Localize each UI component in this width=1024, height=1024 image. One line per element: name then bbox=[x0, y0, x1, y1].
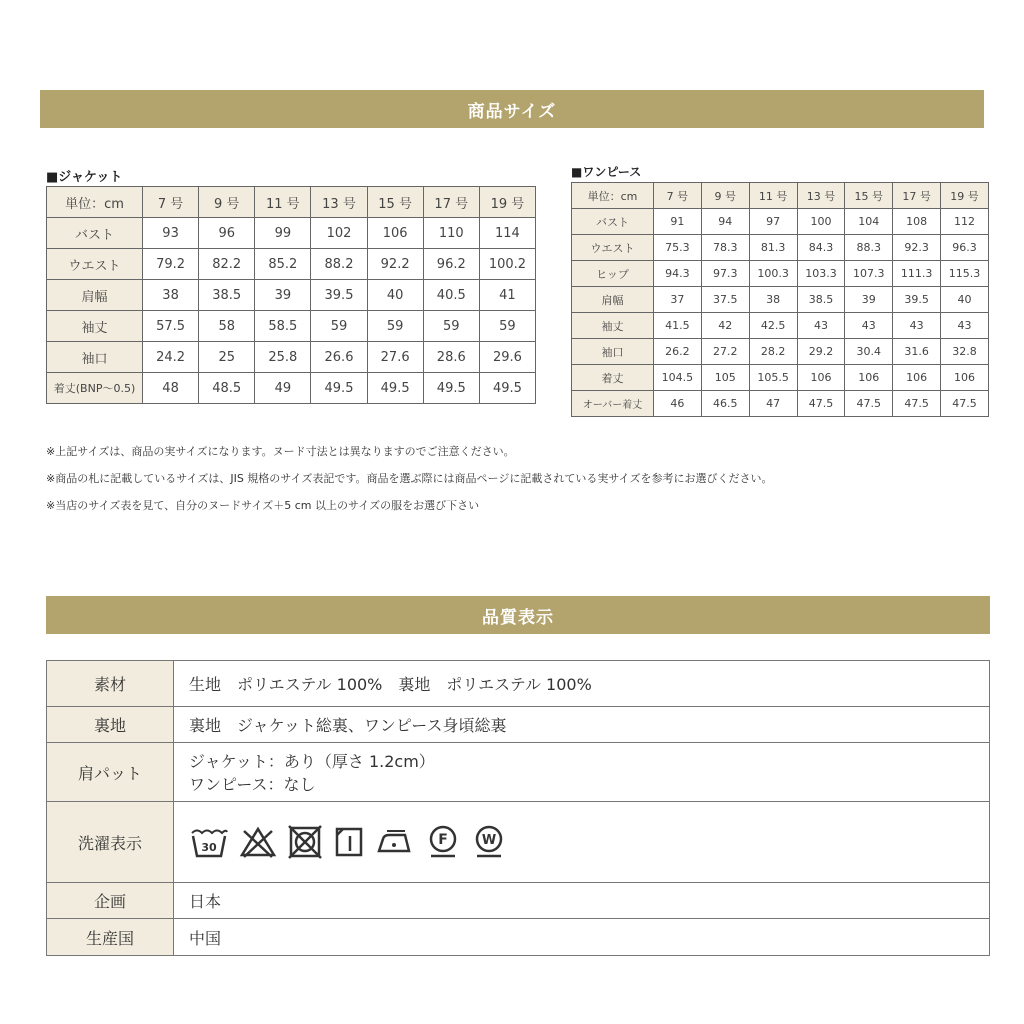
measure-value-cell: 102 bbox=[311, 218, 367, 249]
measure-value-cell: 100.2 bbox=[479, 249, 535, 280]
measure-value-cell: 88.3 bbox=[845, 235, 893, 261]
size-header-cell: 11 号 bbox=[255, 187, 311, 218]
measure-label-cell: 着丈(BNP～0.5) bbox=[47, 373, 143, 404]
measure-value-cell: 49.5 bbox=[423, 373, 479, 404]
measure-value-cell: 46 bbox=[654, 391, 702, 417]
wet-clean-w-icon bbox=[471, 825, 507, 859]
measure-value-cell: 28.6 bbox=[423, 342, 479, 373]
measure-value-cell: 47 bbox=[749, 391, 797, 417]
measure-value-cell: 37 bbox=[654, 287, 702, 313]
measure-value-cell: 106 bbox=[893, 365, 941, 391]
shoulder-pad-onepiece: ワンピース：なし bbox=[189, 775, 316, 794]
measure-value-cell: 85.2 bbox=[255, 249, 311, 280]
measure-value-cell: 93 bbox=[143, 218, 199, 249]
measure-value-cell: 40.5 bbox=[423, 280, 479, 311]
measure-value-cell: 96.2 bbox=[423, 249, 479, 280]
measure-value-cell: 38 bbox=[749, 287, 797, 313]
measure-label-cell: オーバー着丈 bbox=[572, 391, 654, 417]
measure-value-cell: 38 bbox=[143, 280, 199, 311]
measure-value-cell: 103.3 bbox=[797, 261, 845, 287]
jacket-table-row bbox=[47, 342, 536, 373]
measure-value-cell: 27.2 bbox=[701, 339, 749, 365]
measure-value-cell: 24.2 bbox=[143, 342, 199, 373]
measure-value-cell: 48 bbox=[143, 373, 199, 404]
jacket-table-row bbox=[47, 311, 536, 342]
dry-clean-letter: F bbox=[438, 832, 448, 848]
measure-value-cell: 100 bbox=[797, 209, 845, 235]
measure-value-cell: 47.5 bbox=[845, 391, 893, 417]
measure-value-cell: 107.3 bbox=[845, 261, 893, 287]
measure-value-cell: 59 bbox=[367, 311, 423, 342]
care-label: 洗濯表示 bbox=[47, 802, 174, 883]
measure-value-cell: 88.2 bbox=[311, 249, 367, 280]
planning-value: 日本 bbox=[174, 883, 990, 919]
measure-value-cell: 46.5 bbox=[701, 391, 749, 417]
onepiece-table-row bbox=[572, 365, 989, 391]
shoulder-pad-jacket: ジャケット：あり（厚さ 1.2cm） bbox=[189, 752, 435, 771]
size-header-cell: 9 号 bbox=[199, 187, 255, 218]
size-note-3: ※当店のサイズ表を見て、自分のヌードサイズ＋5 cm 以上のサイズの服をお選び下さい bbox=[46, 499, 480, 512]
measure-value-cell: 29.6 bbox=[479, 342, 535, 373]
measure-value-cell: 84.3 bbox=[797, 235, 845, 261]
measure-label-cell: ヒップ bbox=[572, 261, 654, 287]
measure-value-cell: 39 bbox=[255, 280, 311, 311]
measure-value-cell: 105.5 bbox=[749, 365, 797, 391]
size-header-cell: 7 号 bbox=[654, 183, 702, 209]
onepiece-table-row bbox=[572, 209, 989, 235]
measure-value-cell: 97 bbox=[749, 209, 797, 235]
measure-value-cell: 58.5 bbox=[255, 311, 311, 342]
lining-label: 裏地 bbox=[47, 707, 174, 743]
lining-value: 裏地 ジャケット総裏、ワンピース身頃総裏 bbox=[174, 707, 990, 743]
measure-value-cell: 49.5 bbox=[367, 373, 423, 404]
no-tumble-dry-icon bbox=[287, 825, 323, 859]
jacket-size-table bbox=[46, 186, 536, 404]
measure-label-cell: 着丈 bbox=[572, 365, 654, 391]
measure-value-cell: 79.2 bbox=[143, 249, 199, 280]
onepiece-table-row bbox=[572, 261, 989, 287]
onepiece-table-title: ■ワンピース bbox=[571, 165, 642, 179]
size-header-cell: 11 号 bbox=[749, 183, 797, 209]
measure-value-cell: 27.6 bbox=[367, 342, 423, 373]
measure-value-cell: 43 bbox=[893, 313, 941, 339]
measure-value-cell: 110 bbox=[423, 218, 479, 249]
quality-row-lining bbox=[47, 707, 990, 743]
shoulder-pad-value bbox=[174, 743, 990, 802]
onepiece-table-row bbox=[572, 339, 989, 365]
measure-value-cell: 94.3 bbox=[654, 261, 702, 287]
measure-value-cell: 40 bbox=[367, 280, 423, 311]
shoulder-pad-label: 肩パット bbox=[47, 743, 174, 802]
wet-clean-letter: W bbox=[481, 833, 497, 848]
measure-value-cell: 106 bbox=[941, 365, 989, 391]
measure-value-cell: 41.5 bbox=[654, 313, 702, 339]
measure-value-cell: 81.3 bbox=[749, 235, 797, 261]
size-note-1: ※上記サイズは、商品の実サイズになります。ヌード寸法とは異なりますのでご注意ください。 bbox=[46, 445, 515, 458]
measure-value-cell: 78.3 bbox=[701, 235, 749, 261]
measure-label-cell: 袖口 bbox=[572, 339, 654, 365]
unit-header-cell: 単位：cm bbox=[572, 183, 654, 209]
measure-value-cell: 92.3 bbox=[893, 235, 941, 261]
measure-label-cell: ウエスト bbox=[572, 235, 654, 261]
quality-table bbox=[46, 660, 990, 956]
size-header-cell: 17 号 bbox=[893, 183, 941, 209]
measure-value-cell: 31.6 bbox=[893, 339, 941, 365]
measure-value-cell: 58 bbox=[199, 311, 255, 342]
measure-value-cell: 115.3 bbox=[941, 261, 989, 287]
wash-temp: 30 bbox=[201, 841, 217, 854]
measure-value-cell: 97.3 bbox=[701, 261, 749, 287]
size-section-banner bbox=[40, 90, 984, 128]
measure-value-cell: 59 bbox=[311, 311, 367, 342]
measure-label-cell: バスト bbox=[572, 209, 654, 235]
measure-value-cell: 105 bbox=[701, 365, 749, 391]
measure-value-cell: 100.3 bbox=[749, 261, 797, 287]
no-bleach-icon bbox=[239, 825, 277, 859]
size-header-cell: 17 号 bbox=[423, 187, 479, 218]
onepiece-header-row bbox=[572, 183, 989, 209]
size-header-cell: 13 号 bbox=[797, 183, 845, 209]
measure-value-cell: 59 bbox=[423, 311, 479, 342]
material-label: 素材 bbox=[47, 661, 174, 707]
quality-section-banner bbox=[46, 596, 990, 634]
size-header-cell: 19 号 bbox=[941, 183, 989, 209]
size-header-cell: 9 号 bbox=[701, 183, 749, 209]
jacket-table-row bbox=[47, 280, 536, 311]
measure-value-cell: 108 bbox=[893, 209, 941, 235]
material-value: 生地 ポリエステル 100% 裏地 ポリエステル 100% bbox=[174, 661, 990, 707]
measure-value-cell: 43 bbox=[845, 313, 893, 339]
measure-value-cell: 32.8 bbox=[941, 339, 989, 365]
measure-value-cell: 41 bbox=[479, 280, 535, 311]
measure-value-cell: 75.3 bbox=[654, 235, 702, 261]
quality-row-material bbox=[47, 661, 990, 707]
measure-label-cell: バスト bbox=[47, 218, 143, 249]
measure-value-cell: 112 bbox=[941, 209, 989, 235]
measure-value-cell: 39.5 bbox=[311, 280, 367, 311]
onepiece-table-row bbox=[572, 235, 989, 261]
quality-row-planning bbox=[47, 883, 990, 919]
size-section-title: 商品サイズ bbox=[467, 101, 557, 122]
measure-value-cell: 48.5 bbox=[199, 373, 255, 404]
measure-value-cell: 39.5 bbox=[893, 287, 941, 313]
measure-value-cell: 30.4 bbox=[845, 339, 893, 365]
measure-value-cell: 38.5 bbox=[797, 287, 845, 313]
onepiece-table-row bbox=[572, 313, 989, 339]
jacket-table-title: ■ジャケット bbox=[46, 170, 123, 185]
jacket-header-row bbox=[47, 187, 536, 218]
measure-value-cell: 49.5 bbox=[479, 373, 535, 404]
measure-value-cell: 42 bbox=[701, 313, 749, 339]
measure-value-cell: 49 bbox=[255, 373, 311, 404]
size-note-2: ※商品の札に記載しているサイズは、JIS 規格のサイズ表記です。商品を選ぶ際には商品ページに記載されている実サイズを参考にお選びください。 bbox=[46, 472, 773, 485]
measure-label-cell: 袖丈 bbox=[572, 313, 654, 339]
measure-value-cell: 94 bbox=[701, 209, 749, 235]
dry-clean-f-icon bbox=[425, 825, 461, 859]
measure-value-cell: 28.2 bbox=[749, 339, 797, 365]
quality-section-title: 品質表示 bbox=[482, 607, 554, 628]
size-header-cell: 13 号 bbox=[311, 187, 367, 218]
onepiece-size-table bbox=[571, 182, 989, 417]
measure-value-cell: 104.5 bbox=[654, 365, 702, 391]
planning-label: 企画 bbox=[47, 883, 174, 919]
measure-value-cell: 47.5 bbox=[893, 391, 941, 417]
quality-row-origin bbox=[47, 919, 990, 956]
measure-value-cell: 39 bbox=[845, 287, 893, 313]
onepiece-table-row bbox=[572, 287, 989, 313]
jacket-table-row bbox=[47, 218, 536, 249]
measure-value-cell: 25.8 bbox=[255, 342, 311, 373]
measure-value-cell: 47.5 bbox=[797, 391, 845, 417]
measure-label-cell: 肩幅 bbox=[572, 287, 654, 313]
measure-value-cell: 37.5 bbox=[701, 287, 749, 313]
quality-row-care bbox=[47, 802, 990, 883]
measure-value-cell: 43 bbox=[797, 313, 845, 339]
size-header-cell: 19 号 bbox=[479, 187, 535, 218]
measure-value-cell: 111.3 bbox=[893, 261, 941, 287]
measure-label-cell: 袖丈 bbox=[47, 311, 143, 342]
measure-value-cell: 96 bbox=[199, 218, 255, 249]
jacket-table-row bbox=[47, 249, 536, 280]
line-dry-shade-icon bbox=[333, 825, 365, 859]
measure-value-cell: 43 bbox=[941, 313, 989, 339]
measure-value-cell: 91 bbox=[654, 209, 702, 235]
quality-row-shoulder-pad bbox=[47, 743, 990, 802]
measure-value-cell: 104 bbox=[845, 209, 893, 235]
measure-value-cell: 26.2 bbox=[654, 339, 702, 365]
measure-value-cell: 25 bbox=[199, 342, 255, 373]
measure-value-cell: 40 bbox=[941, 287, 989, 313]
measure-value-cell: 42.5 bbox=[749, 313, 797, 339]
measure-value-cell: 92.2 bbox=[367, 249, 423, 280]
care-symbols bbox=[174, 802, 990, 883]
measure-value-cell: 49.5 bbox=[311, 373, 367, 404]
measure-value-cell: 47.5 bbox=[941, 391, 989, 417]
wash-30-icon bbox=[189, 825, 229, 859]
onepiece-table-row bbox=[572, 391, 989, 417]
origin-label: 生産国 bbox=[47, 919, 174, 956]
measure-value-cell: 29.2 bbox=[797, 339, 845, 365]
measure-label-cell: 袖口 bbox=[47, 342, 143, 373]
measure-value-cell: 96.3 bbox=[941, 235, 989, 261]
size-header-cell: 7 号 bbox=[143, 187, 199, 218]
jacket-table-row bbox=[47, 373, 536, 404]
measure-value-cell: 38.5 bbox=[199, 280, 255, 311]
unit-header-cell: 単位：cm bbox=[47, 187, 143, 218]
measure-value-cell: 82.2 bbox=[199, 249, 255, 280]
measure-value-cell: 106 bbox=[845, 365, 893, 391]
iron-low-icon bbox=[375, 825, 415, 859]
measure-value-cell: 114 bbox=[479, 218, 535, 249]
measure-value-cell: 57.5 bbox=[143, 311, 199, 342]
measure-label-cell: 肩幅 bbox=[47, 280, 143, 311]
measure-value-cell: 26.6 bbox=[311, 342, 367, 373]
measure-label-cell: ウエスト bbox=[47, 249, 143, 280]
measure-value-cell: 99 bbox=[255, 218, 311, 249]
origin-value: 中国 bbox=[174, 919, 990, 956]
measure-value-cell: 106 bbox=[367, 218, 423, 249]
measure-value-cell: 106 bbox=[797, 365, 845, 391]
size-header-cell: 15 号 bbox=[845, 183, 893, 209]
size-header-cell: 15 号 bbox=[367, 187, 423, 218]
measure-value-cell: 59 bbox=[479, 311, 535, 342]
